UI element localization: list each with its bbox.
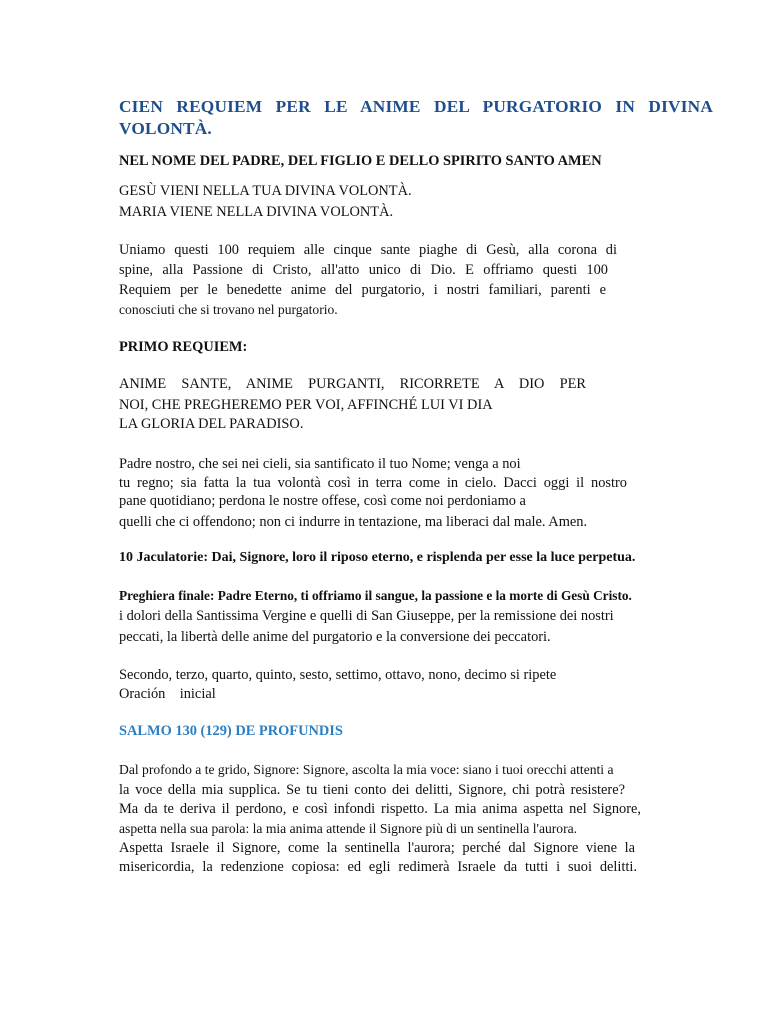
intro-line-3: Requiem per le benedette anime del purgatorio, i nostri familiari, parenti e (119, 282, 606, 298)
padre-nostro-line-4: quelli che ci offendono; non ci indurre in tentazione, ma liberaci dal male. Amen. (119, 514, 588, 530)
padre-nostro-line-2: tu regno; sia fatta la tua volontà così in terra come in cielo. Dacci oggi il nostro (119, 475, 627, 491)
opening-line-1: GESÙ VIENI NELLA TUA DIVINA VOLONTÀ. (119, 183, 412, 199)
intro-line-4: conosciuti che si trovano nel purgatorio. (119, 302, 338, 317)
preghiera-finale-line-2: peccati, la libertà delle anime del purgatorio e la conversione dei peccatori. (119, 629, 551, 645)
salmo-line-2: la voce della mia supplica. Se tu tieni conto dei delitti, Signore, chi potrà resistere? (119, 782, 625, 798)
invocation-heading: NEL NOME DEL PADRE, DEL FIGLIO E DELLO SPIRITO SANTO AMEN (119, 153, 602, 169)
anime-sante-line-3: LA GLORIA DEL PARADISO. (119, 416, 304, 432)
repeat-note-line-2: Oración inicial (119, 686, 216, 702)
salmo-line-6: misericordia, la redenzione copiosa: ed egli redimerà Israele da tutti i suoi delitti. (119, 859, 637, 875)
opening-line-2: MARIA VIENE NELLA DIVINA VOLONTÀ. (119, 204, 394, 220)
intro-line-1: Uniamo questi 100 requiem alle cinque sante piaghe di Gesù, alla corona di (119, 242, 617, 258)
preghiera-finale-heading: Preghiera finale: Padre Eterno, ti offriamo il sangue, la passione e la morte di Gesù Cristo. (119, 588, 632, 603)
intro-line-2: spine, alla Passione di Cristo, all'atto unico di Dio. E offriamo questi 100 (119, 262, 608, 278)
salmo-line-5: Aspetta Israele il Signore, come la sentinella l'aurora; perché dal Signore viene la (119, 840, 635, 856)
padre-nostro-line-1: Padre nostro, che sei nei cieli, sia santificato il tuo Nome; venga a noi (119, 456, 521, 472)
document-title-line-2: VOLONTÀ. (119, 119, 212, 138)
padre-nostro-line-3: pane quotidiano; perdona le nostre offese, così come noi perdoniamo a (119, 493, 526, 509)
anime-sante-line-1: ANIME SANTE, ANIME PURGANTI, RICORRETE A DIO PER (119, 376, 586, 392)
anime-sante-line-2: NOI, CHE PREGHEREMO PER VOI, AFFINCHÉ LUI VI DIA (119, 397, 493, 413)
first-requiem-heading: PRIMO REQUIEM: (119, 339, 248, 355)
salmo-line-3: Ma da te deriva il perdono, e così infondi rispetto. La mia anima aspetta nel Signore, (119, 801, 641, 817)
salmo-heading: SALMO 130 (129) DE PROFUNDIS (119, 723, 343, 739)
document-title-line-1: CIEN REQUIEM PER LE ANIME DEL PURGATORIO IN DIVINA (119, 97, 713, 116)
jaculatorie-line: 10 Jaculatorie: Dai, Signore, loro il riposo eterno, e risplenda per esse la luce perpetua. (119, 550, 636, 565)
preghiera-finale-line-1: i dolori della Santissima Vergine e quelli di San Giuseppe, per la remissione dei nostri (119, 608, 614, 624)
repeat-note-line-1: Secondo, terzo, quarto, quinto, sesto, settimo, ottavo, nono, decimo si ripete (119, 667, 557, 683)
salmo-line-4: aspetta nella sua parola: la mia anima attende il Signore più di un sentinella l'aurora. (119, 821, 578, 836)
salmo-line-1: Dal profondo a te grido, Signore: Signore, ascolta la mia voce: siano i tuoi orecchi attenti a (119, 762, 614, 777)
